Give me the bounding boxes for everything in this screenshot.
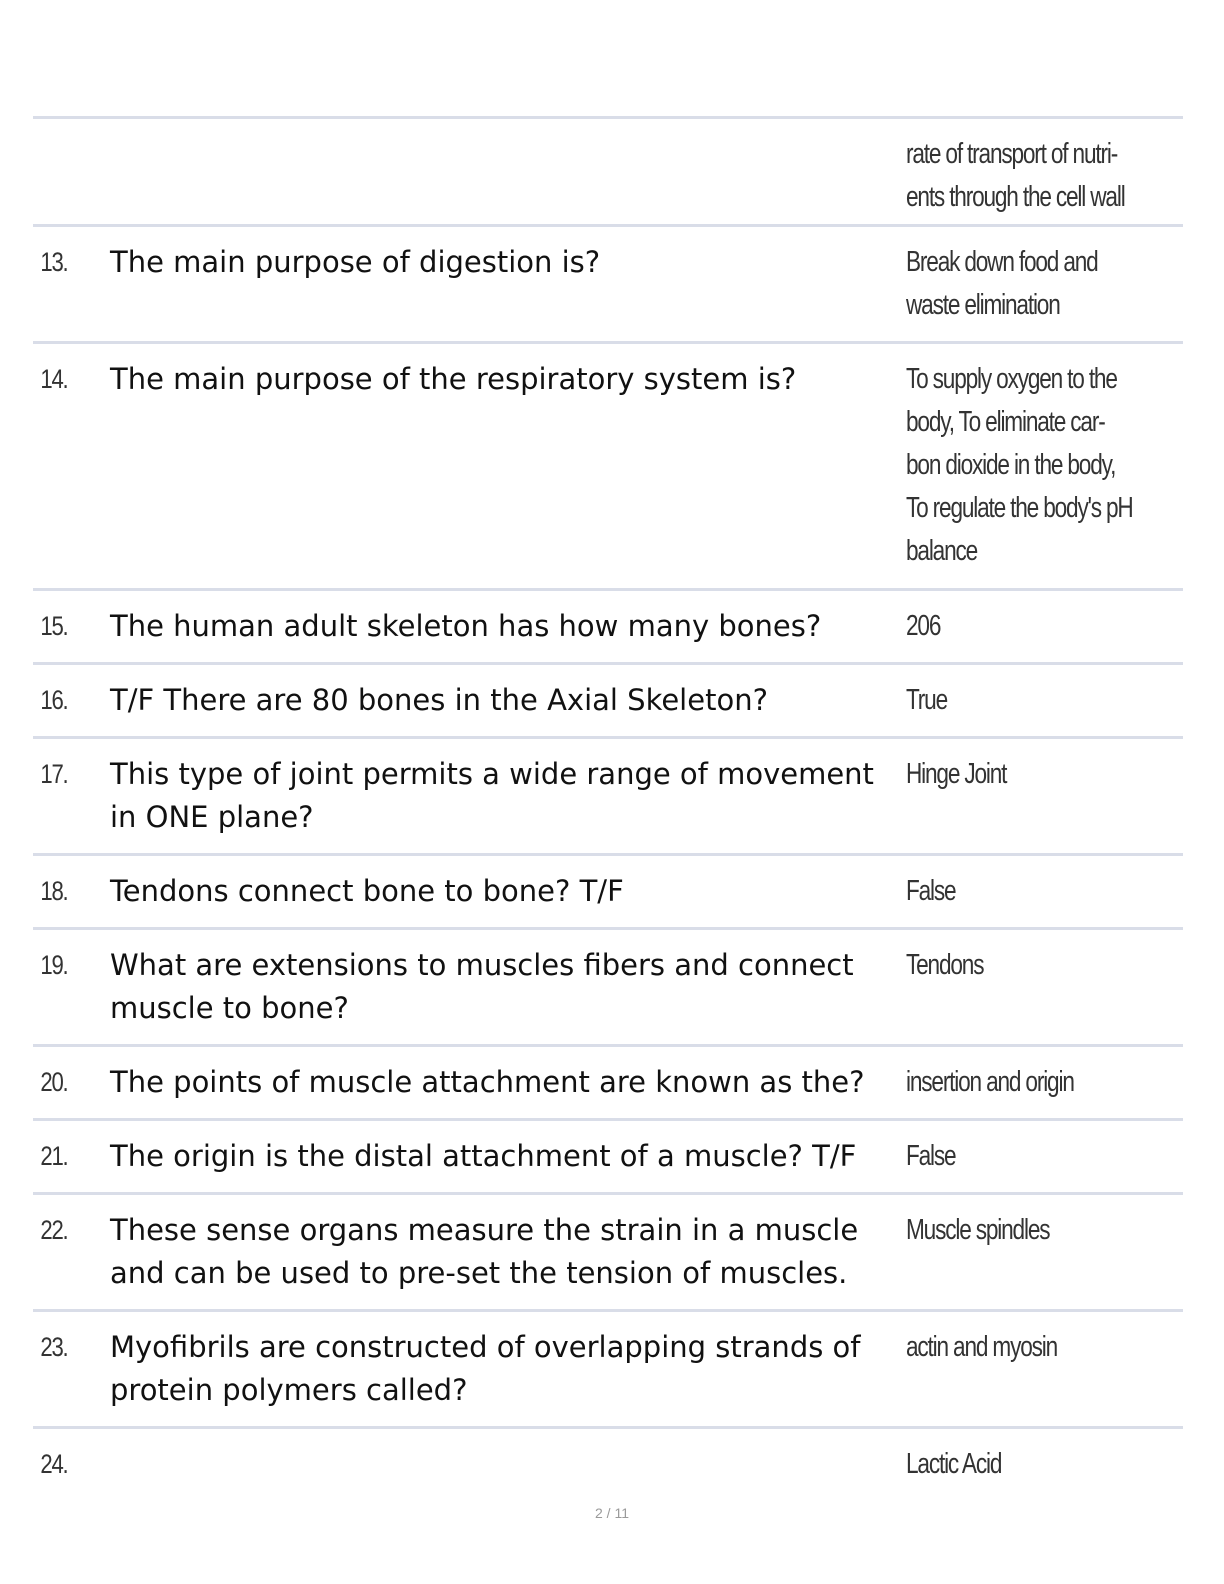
answer-line: False <box>906 1140 956 1172</box>
question-number: 18. <box>40 876 68 906</box>
question-text: The human adult skeleton has how many bones? <box>110 609 822 643</box>
answer-line: Break down food and <box>906 246 1098 278</box>
table-row <box>33 591 1183 665</box>
table-row <box>33 930 1183 1047</box>
question-text: These sense organs measure the strain in a muscle and can be used to pre-set the tension of muscles. <box>110 1213 859 1290</box>
table-row <box>33 119 1183 227</box>
table-row <box>33 1429 1183 1499</box>
answer-text <box>906 679 1183 722</box>
answer-text <box>906 358 1183 573</box>
question-number: 13. <box>40 247 68 277</box>
answer-line: 206 <box>906 610 941 642</box>
question-number: 24. <box>40 1449 68 1479</box>
question-number: 15. <box>40 611 68 641</box>
question-text: Myofibrils are constructed of overlapping strands of protein polymers called? <box>110 1330 861 1407</box>
answer-line: Tendons <box>906 949 984 981</box>
table-row <box>33 665 1183 739</box>
answer-line: insertion and origin <box>906 1066 1074 1098</box>
answer-line: ents through the cell wall <box>906 181 1125 213</box>
question-answer-table <box>33 116 1183 1499</box>
answer-text <box>906 1061 1183 1104</box>
answer-text <box>906 605 1183 648</box>
answer-text <box>906 944 1183 987</box>
table-row <box>33 1121 1183 1195</box>
table-row <box>33 1312 1183 1429</box>
table-row <box>33 344 1183 591</box>
answer-line: waste elimination <box>906 289 1060 321</box>
answer-text <box>906 753 1183 796</box>
answer-text <box>906 133 1183 219</box>
question-number: 16. <box>40 685 68 715</box>
answer-text <box>906 1135 1183 1178</box>
answer-line: True <box>906 684 947 716</box>
table-row <box>33 227 1183 344</box>
question-text: Tendons connect bone to bone? T/F <box>110 874 624 908</box>
answer-line: actin and myosin <box>906 1331 1058 1363</box>
answer-text <box>906 1209 1183 1252</box>
answer-line: body, To eliminate car- <box>906 406 1105 438</box>
table-row <box>33 1195 1183 1312</box>
question-text: This type of joint permits a wide range of movement in ONE plane? <box>110 757 874 834</box>
answer-line: balance <box>906 535 978 567</box>
answer-line: bon dioxide in the body, <box>906 449 1116 481</box>
question-number: 20. <box>40 1067 68 1097</box>
table-row <box>33 1047 1183 1121</box>
question-number: 22. <box>40 1215 68 1245</box>
answer-line: Muscle spindles <box>906 1214 1050 1246</box>
question-text: What are extensions to muscles fibers and connect muscle to bone? <box>110 948 854 1025</box>
answer-text <box>906 1443 1183 1486</box>
question-text: The main purpose of the respiratory system is? <box>110 362 797 396</box>
question-text: The origin is the distal attachment of a muscle? T/F <box>110 1139 857 1173</box>
answer-line: Lactic Acid <box>906 1448 1002 1480</box>
answer-line: False <box>906 875 956 907</box>
table-row <box>33 856 1183 930</box>
question-number: 23. <box>40 1332 68 1362</box>
answer-line: To supply oxygen to the <box>906 363 1117 395</box>
answer-line: Hinge Joint <box>906 758 1007 790</box>
answer-text <box>906 241 1183 327</box>
question-number: 21. <box>40 1141 68 1171</box>
page-number: 2 / 11 <box>595 1505 629 1521</box>
table-row <box>33 739 1183 856</box>
answer-line: To regulate the body's pH <box>906 492 1133 524</box>
question-number: 14. <box>40 364 68 394</box>
answer-line: rate of transport of nutri- <box>906 138 1118 170</box>
question-text: The main purpose of digestion is? <box>110 245 601 279</box>
question-text: The points of muscle attachment are known as the? <box>110 1065 865 1099</box>
question-text: T/F There are 80 bones in the Axial Skeleton? <box>110 683 768 717</box>
answer-text <box>906 870 1183 913</box>
question-number: 17. <box>40 759 68 789</box>
answer-text <box>906 1326 1183 1369</box>
question-number: 19. <box>40 950 68 980</box>
